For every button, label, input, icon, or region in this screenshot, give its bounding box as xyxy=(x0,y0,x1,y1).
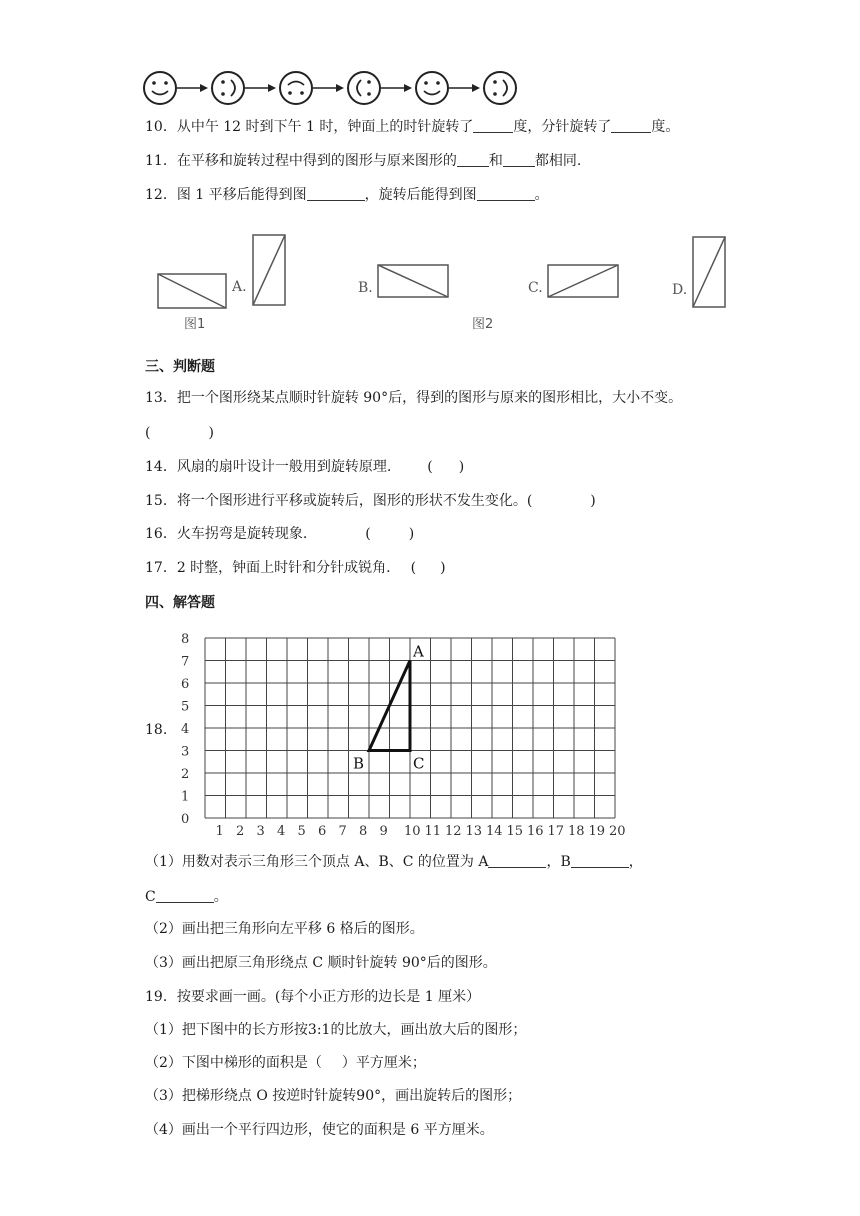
face-upside-down-icon xyxy=(280,72,312,104)
question-11 xyxy=(145,151,581,171)
question-15 xyxy=(145,491,596,511)
x-tick-label: 4 xyxy=(277,824,286,839)
x-tick-label: 8 xyxy=(359,824,368,839)
q12-blank-2[interactable] xyxy=(477,186,535,201)
q10-prefix: 10．从中午 12 时到下午 1 时，钟面上的时针旋转了 xyxy=(145,119,474,135)
q10-blank-2[interactable] xyxy=(611,118,651,133)
q18-part-3: （3）画出把原三角形绕点 C 顺时针旋转 90°后的图形。 xyxy=(145,955,497,971)
arrow-right-icon xyxy=(313,84,344,92)
x-tick-label: 19 xyxy=(588,824,606,839)
x-tick-label: 18 xyxy=(568,824,585,839)
q16-answer-paren[interactable]: ( ) xyxy=(365,526,415,542)
x-tick-label: 2 xyxy=(236,824,245,839)
face-sequence xyxy=(140,68,520,108)
q10-mid: 度，分针旋转了 xyxy=(513,119,612,135)
y-tick-label: 2 xyxy=(181,767,190,782)
q18-part-2: （2）画出把三角形向左平移 6 格后的图形。 xyxy=(145,921,424,937)
q10-blank-1[interactable] xyxy=(473,118,513,133)
q18-number: 18. xyxy=(145,722,168,738)
q18-part-1-cont xyxy=(145,887,228,907)
q10-suffix: 度。 xyxy=(651,119,680,135)
y-tick-label: 3 xyxy=(181,744,190,760)
y-tick-label: 6 xyxy=(181,677,190,692)
q17-text: 17．2 时整，钟面上时针和分针成锐角. xyxy=(145,560,391,576)
q18-part-1 xyxy=(145,852,643,872)
option-c-label: C. xyxy=(528,280,543,296)
question-16 xyxy=(145,524,414,544)
q14-answer-paren[interactable]: ( ) xyxy=(427,459,465,475)
x-tick-label: 10 xyxy=(404,824,421,839)
x-tick-label: 5 xyxy=(297,824,306,839)
face-rotated-left-icon xyxy=(348,72,380,104)
question-17 xyxy=(145,558,446,578)
q19-part-4: （4）画出一个平行四边形，使它的面积是 6 平方厘米。 xyxy=(145,1122,494,1138)
section-3-heading: 三、判断题 xyxy=(145,359,215,375)
q19-part-2 xyxy=(145,1053,426,1073)
vertex-label: B xyxy=(353,754,365,773)
fig1-label: 图1 xyxy=(184,317,206,332)
q19-part-3: （3）把梯形绕点 O 按逆时针旋转90°，画出旋转后的图形； xyxy=(145,1088,522,1104)
q12-blank-1[interactable] xyxy=(307,186,365,201)
arrow-right-icon xyxy=(177,84,208,92)
arrow-right-icon xyxy=(449,84,480,92)
vertex-label: C xyxy=(413,754,425,773)
y-tick-label: 8 xyxy=(181,632,190,647)
q18-p1-prefix: （1）用数对表示三角形三个顶点 A、B、C 的位置为 A xyxy=(145,854,489,870)
x-tick-label: 1 xyxy=(215,824,224,839)
q18-p1-b: ，B xyxy=(546,854,571,870)
y-tick-label: 5 xyxy=(181,699,190,715)
smiling-face-icon xyxy=(144,72,176,104)
q11-mid: 和 xyxy=(488,153,503,169)
option-b-label: B. xyxy=(358,280,373,296)
q12-suffix: 。 xyxy=(534,187,549,203)
section-4-heading: 四、解答题 xyxy=(145,595,215,611)
q18-p1-end: 。 xyxy=(213,889,228,905)
question-14 xyxy=(145,457,464,477)
x-tick-label: 15 xyxy=(506,824,524,839)
q19-part-1: （1）把下图中的长方形按3:1的比放大，画出放大后的图形； xyxy=(145,1022,527,1038)
smiling-face-icon xyxy=(416,72,448,104)
option-a-label: A. xyxy=(232,279,247,295)
q12-mid: ，旋转后能得到图 xyxy=(364,187,477,203)
x-tick-label: 17 xyxy=(547,824,565,839)
x-tick-label: 11 xyxy=(424,824,442,839)
q19-p2-prefix: （2）下图中梯形的面积是（ xyxy=(145,1055,322,1071)
paren-close: ) xyxy=(208,425,214,441)
q18-blank-c[interactable] xyxy=(156,888,214,903)
y-tick-label: 0 xyxy=(181,812,190,827)
q16-text: 16．火车拐弯是旋转现象. xyxy=(145,526,308,542)
vertex-label: A xyxy=(413,642,424,661)
question-12 xyxy=(145,185,549,205)
q11-blank-2[interactable] xyxy=(503,152,535,167)
q19-p2-suffix: ）平方厘米； xyxy=(341,1055,426,1071)
q18-p1-comma: ， xyxy=(628,854,643,870)
q12-prefix: 12．图 1 平移后能得到图 xyxy=(145,187,307,203)
q18-blank-a[interactable] xyxy=(488,853,546,868)
q13-answer-paren[interactable] xyxy=(145,423,214,443)
fig2-label: 图2 xyxy=(472,317,494,332)
q11-prefix: 11．在平移和旋转过程中得到的图形与原来图形的 xyxy=(145,153,457,169)
arrow-right-icon xyxy=(381,84,412,92)
x-tick-label: 3 xyxy=(256,824,265,839)
question-10 xyxy=(145,117,679,137)
x-tick-label: 9 xyxy=(379,824,388,839)
x-tick-label: 20 xyxy=(609,824,626,839)
q14-text: 14．风扇的扇叶设计一般用到旋转原理. xyxy=(145,459,392,475)
q15-text: 15．将一个图形进行平移或旋转后，图形的形状不发生变化。 xyxy=(145,493,527,509)
option-d-label: D. xyxy=(672,282,688,298)
q18-p1-c: C xyxy=(145,889,156,905)
y-tick-label: 4 xyxy=(181,722,190,737)
arrow-right-icon xyxy=(245,84,276,92)
y-tick-label: 7 xyxy=(181,654,190,670)
paren-open: ( xyxy=(145,425,151,441)
x-tick-label: 7 xyxy=(338,824,347,839)
q11-blank-1[interactable] xyxy=(457,152,489,167)
coordinate-grid xyxy=(175,624,635,842)
q11-suffix: 都相同. xyxy=(534,153,582,169)
face-rotated-right-icon xyxy=(212,72,244,104)
x-tick-label: 16 xyxy=(527,824,544,839)
x-tick-label: 14 xyxy=(486,824,503,839)
y-tick-label: 1 xyxy=(181,789,190,805)
q19-title: 19．按要求画一画。(每个小正方形的边长是 1 厘米） xyxy=(145,989,481,1005)
face-rotated-right-icon xyxy=(484,72,516,104)
q13-text: 13．把一个图形绕某点顺时针旋转 90°后，得到的图形与原来的图形相比，大小不变。 xyxy=(145,390,683,406)
x-tick-label: 12 xyxy=(445,824,462,839)
question-13 xyxy=(145,388,682,408)
q12-figure xyxy=(150,228,740,338)
x-tick-label: 13 xyxy=(465,824,483,839)
q17-answer-paren[interactable]: ( ) xyxy=(410,560,446,576)
q18-blank-b[interactable] xyxy=(571,853,629,868)
q15-answer-paren[interactable]: ( ) xyxy=(526,493,596,509)
x-tick-label: 6 xyxy=(318,824,327,839)
